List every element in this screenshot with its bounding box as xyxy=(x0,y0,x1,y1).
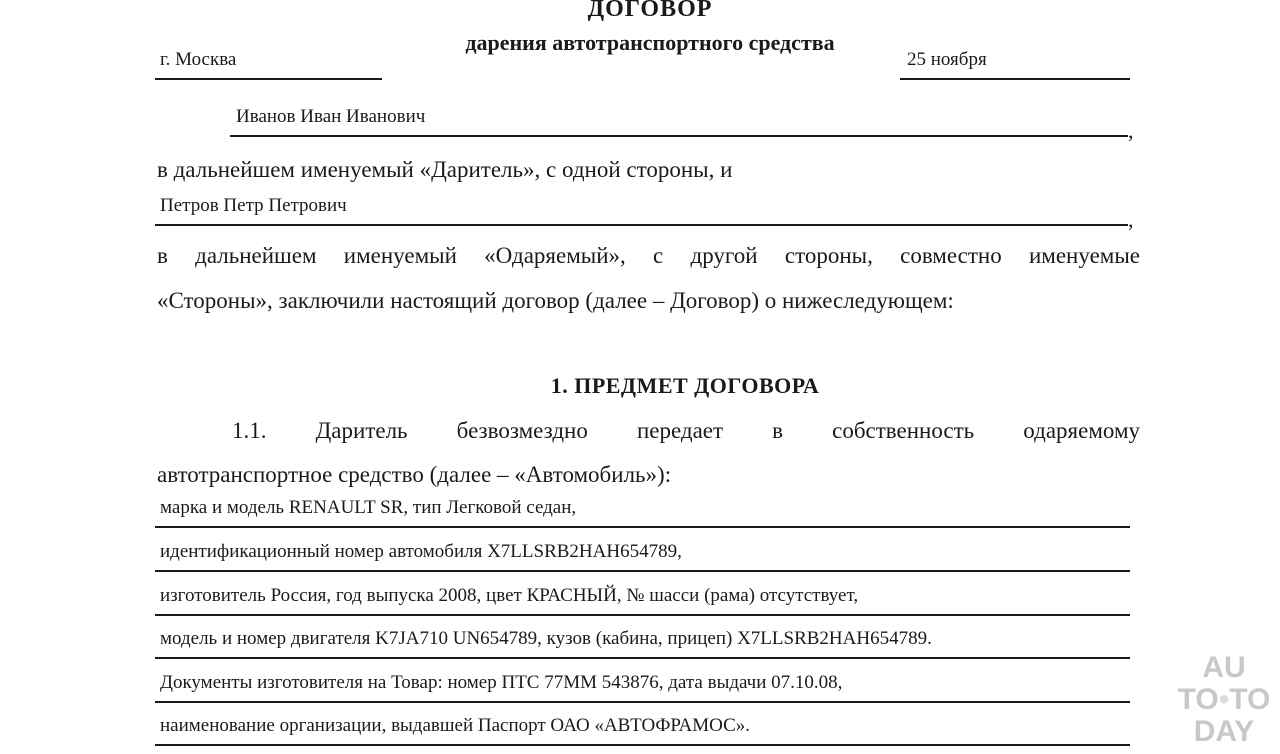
section-heading: 1. ПРЕДМЕТ ДОГОВОРА xyxy=(550,373,820,398)
watermark-dot: • xyxy=(1218,683,1230,716)
vehicle-field-manufacturer: изготовитель Россия, год выпуска 2008, цвет КРАСНЫЙ, № шасси (рама) отсутствует, xyxy=(160,585,859,606)
watermark-to-left: TO xyxy=(1177,683,1219,716)
watermark-line3: DAY xyxy=(1193,715,1255,748)
date-field: 25 ноября xyxy=(907,49,987,70)
city-underline xyxy=(155,78,382,80)
vehicle-field-underline xyxy=(155,570,1130,572)
donor-name: Иванов Иван Иванович xyxy=(236,106,426,127)
vehicle-field-vin: идентификационный номер автомобиля X7LLSRB2HAH654789, xyxy=(160,541,682,562)
vehicle-field-underline xyxy=(155,701,1130,703)
donee-role-text: в дальнейшем именуемый «Одаряемый», с другой стороны, совместно именуемые xyxy=(157,243,1140,268)
watermark-line2 xyxy=(1174,684,1274,716)
donor-role-text: в дальнейшем именуемый «Даритель», с одной стороны, и xyxy=(157,157,733,182)
vehicle-field-make: марка и модель RENAULT SR, тип Легковой седан, xyxy=(160,497,577,518)
donor-underline xyxy=(230,135,1128,137)
clause-1-1-line1: 1.1. Даритель безвозмездно передает в собственность одаряемому xyxy=(232,418,1140,443)
donor-comma: , xyxy=(1128,118,1134,143)
agreement-text: «Стороны», заключили настоящий договор (далее – Договор) о нижеследующем: xyxy=(157,288,954,313)
vehicle-field-documents: Документы изготовителя на Товар: номер ПТС 77ММ 543876, дата выдачи 07.10.08, xyxy=(160,672,843,693)
clause-1-1-line2: автотранспортное средство (далее – «Автомобиль»): xyxy=(157,462,672,487)
vehicle-field-issuer: наименование организации, выдавшей Паспорт ОАО «АВТОФРАМОС». xyxy=(160,715,751,736)
document-title: ДОГОВОР xyxy=(587,0,713,22)
vehicle-field-engine: модель и номер двигателя K7JA710 UN654789, кузов (кабина, прицеп) X7LLSRB2HAH654789. xyxy=(160,628,932,649)
date-underline xyxy=(900,78,1130,80)
donee-comma: , xyxy=(1128,207,1134,232)
donee-name: Петров Петр Петрович xyxy=(160,195,347,216)
vehicle-field-underline xyxy=(155,526,1130,528)
document-subtitle: дарения автотранспортного средства xyxy=(465,30,835,55)
autotoday-watermark-logo xyxy=(1174,652,1274,748)
watermark-line1: AU xyxy=(1202,651,1246,684)
vehicle-field-underline xyxy=(155,614,1130,616)
watermark-to-right: TO xyxy=(1229,683,1271,716)
city-field: г. Москва xyxy=(160,49,237,70)
donee-underline xyxy=(155,224,1128,226)
vehicle-field-underline xyxy=(155,657,1130,659)
vehicle-field-underline xyxy=(155,744,1130,746)
